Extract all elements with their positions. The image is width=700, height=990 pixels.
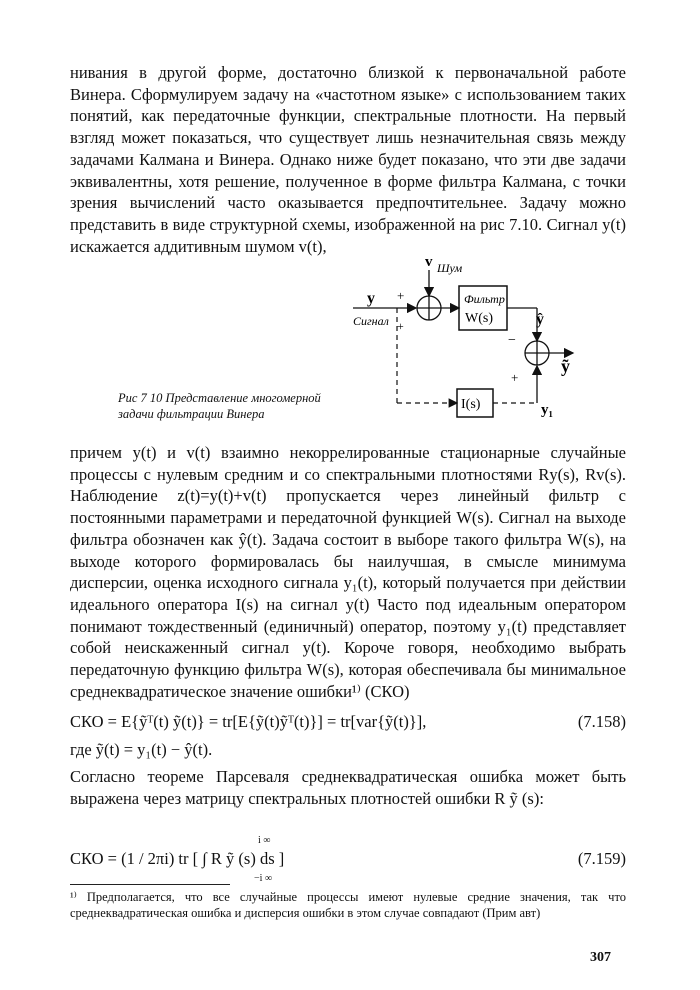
eq158-body: СКО = E{ỹᵀ(t) ỹ(t)} = tr[E{ỹ(t)ỹᵀ(t)}] = tr[var{ỹ(t)}], — [70, 712, 427, 731]
filter-title: Фильтр — [464, 292, 505, 306]
eq158-number: (7.158) — [577, 712, 626, 731]
block-diagram — [345, 248, 605, 418]
paragraph-parseval: Согласно теореме Парсеваля среднеквадратическая ошибка может быть выражена через матрицу спектральных плотностей ошибки R ỹ (s): — [70, 767, 626, 808]
noise-label: Шум — [437, 261, 463, 275]
figure-caption: Рис 7 10 Представление многомерной задачи фильтрации Винера — [118, 391, 321, 421]
paragraph-intro: нивания в другой форме, достаточно близкой к первоначальной работе Винера. Сформулируем задачу на «частотном языке» с использованием таких понятий, как передаточные функции, спектральные плотности. На первый взгляд может показаться, что существует лишь незначительная связь между задачами Калмана и Винера. Однако ниже будет показано, что эти две задачи эквивалентны, хотя решение, полученное в форме фильтра Калмана, с точки зрения вычислений часто оказывается предпочтительнее. Задачу можно представить в виде структурной схемы, изображенной на рис 7.10. Сигнал y(t) искажается аддитивным шумом v(t), — [70, 63, 626, 256]
y1-label: y₁ — [541, 402, 553, 418]
paragraph-problem: причем y(t) и v(t) взаимно некоррелированные стационарные случайные процессы с нулевым средним и со спектральными плотностями Rу(s), Rv(s). Наблюдение z(t)=y(t)+v(t) пропускается через линейный фильтр с постоянными параметрами и передаточной функцией W(s). Сигнал на выходе фильтра обозначен как ŷ(t). Задача состоит в выборе такого фильтра W(s), на выходе которого формировалась бы наилучшая, в смысле минимума дисперсии, оценка исходного сигнала y₁(t), который получается при действии идеального оператора I(s) на сигнал y(t) Часто под идеальным оператором понимают тождественный (единичный) оператор, поэтому y₁(t) представляет собой неискаженный сигнал y(t). Короче говоря, необходимо выбрать передаточную функцию фильтра W(s), которая обеспечивала бы минимальное среднеквадратическое значение ошибки¹⁾ (СКО) — [70, 443, 626, 701]
equation-7-158 — [70, 712, 626, 738]
plus-sign-3: + — [511, 370, 519, 385]
filter-tf: W(s) — [465, 311, 493, 326]
int-lower-limit: −i ∞ — [254, 873, 273, 884]
minus-sign: − — [508, 333, 516, 348]
plus-sign-2: + — [397, 319, 404, 333]
equation-7-159 — [70, 835, 626, 884]
plus-sign-1: + — [397, 288, 405, 303]
int-upper-limit: i ∞ — [258, 835, 271, 846]
input-y-label: y — [367, 290, 375, 307]
page-number: 307 — [590, 950, 611, 965]
error-label: ỹ — [561, 356, 570, 376]
where-text: где ỹ(t) = y₁(t) − ŷ(t). — [70, 740, 213, 759]
eq159-number: (7.159) — [577, 849, 626, 868]
yhat-label: ŷ — [536, 311, 544, 328]
signal-label: Сигнал — [353, 314, 389, 328]
footnote-divider — [70, 884, 230, 885]
where-line — [70, 740, 626, 766]
noise-v-label: v — [425, 254, 433, 270]
ideal-operator-label: I(s) — [461, 397, 481, 412]
eq159-body: СКО = (1 / 2πi) tr [ ∫ R ỹ (s) ds ] — [70, 849, 285, 868]
footnote: ¹⁾ Предполагается, что все случайные процессы имеют нулевые средние значения, так что среднеквадратическая ошибка и дисперсия ошибки в этом случае совпадают (Прим авт) — [70, 890, 626, 920]
